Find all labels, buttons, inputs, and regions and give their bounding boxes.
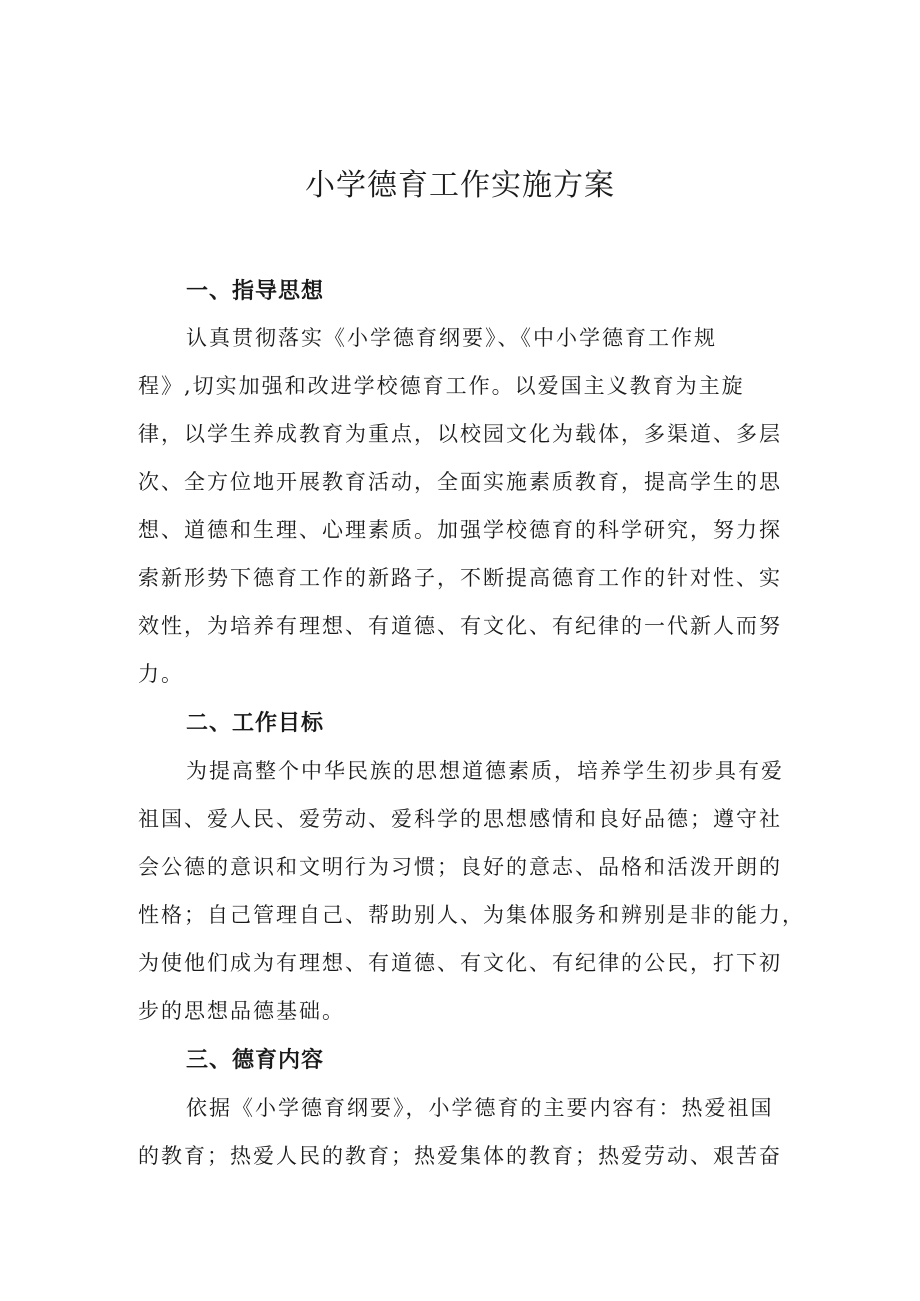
paragraph-line: 认真贯彻落实《小学德育纲要》、《中小学德育工作规 [186, 326, 717, 350]
paragraph-line: 效性，为培养有理想、有道德、有文化、有纪律的一代新人而努 [138, 614, 782, 638]
paragraph-line: 步的思想品德基础。 [138, 999, 345, 1023]
paragraph-line: 会公德的意识和文明行为习惯；良好的意志、品格和活泼开朗的 [138, 855, 782, 879]
paragraph-line: 依据《小学德育纲要》，小学德育的主要内容有：热爱祖国 [186, 1096, 774, 1120]
paragraph-line: 次、全方位地开展教育活动，全面实施素质教育，提高学生的思 [138, 470, 782, 494]
paragraph-line: 力。 [138, 662, 184, 686]
paragraph-line: 为使他们成为有理想、有道德、有文化、有纪律的公民，打下初 [138, 951, 782, 975]
paragraph-line: 祖国、爱人民、爱劳动、爱科学的思想感情和良好品德；遵守社 [138, 807, 782, 831]
section-heading: 三、德育内容 [186, 1048, 325, 1073]
section-heading: 二、工作目标 [186, 711, 325, 736]
paragraph-line: 索新形势下德育工作的新路子，不断提高德育工作的针对性、实 [138, 566, 782, 590]
paragraph-line: 为提高整个中华民族的思想道德素质，培养学生初步具有爱 [186, 759, 784, 783]
paragraph-line: 性格；自己管理自己、帮助别人、为集体服务和辨别是非的能力， [138, 903, 805, 927]
paragraph-line: 程》,切实加强和改进学校德育工作。以爱国主义教育为主旋 [138, 374, 745, 398]
document-title: 小学德育工作实施方案 [305, 168, 615, 203]
section-heading: 一、指导思想 [186, 279, 325, 304]
paragraph-line: 律，以学生养成教育为重点，以校园文化为载体，多渠道、多层 [138, 422, 782, 446]
paragraph-line: 想、道德和生理、心理素质。加强学校德育的科学研究，努力探 [138, 518, 782, 542]
paragraph-line: 的教育；热爱人民的教育；热爱集体的教育；热爱劳动、艰苦奋 [138, 1144, 782, 1168]
